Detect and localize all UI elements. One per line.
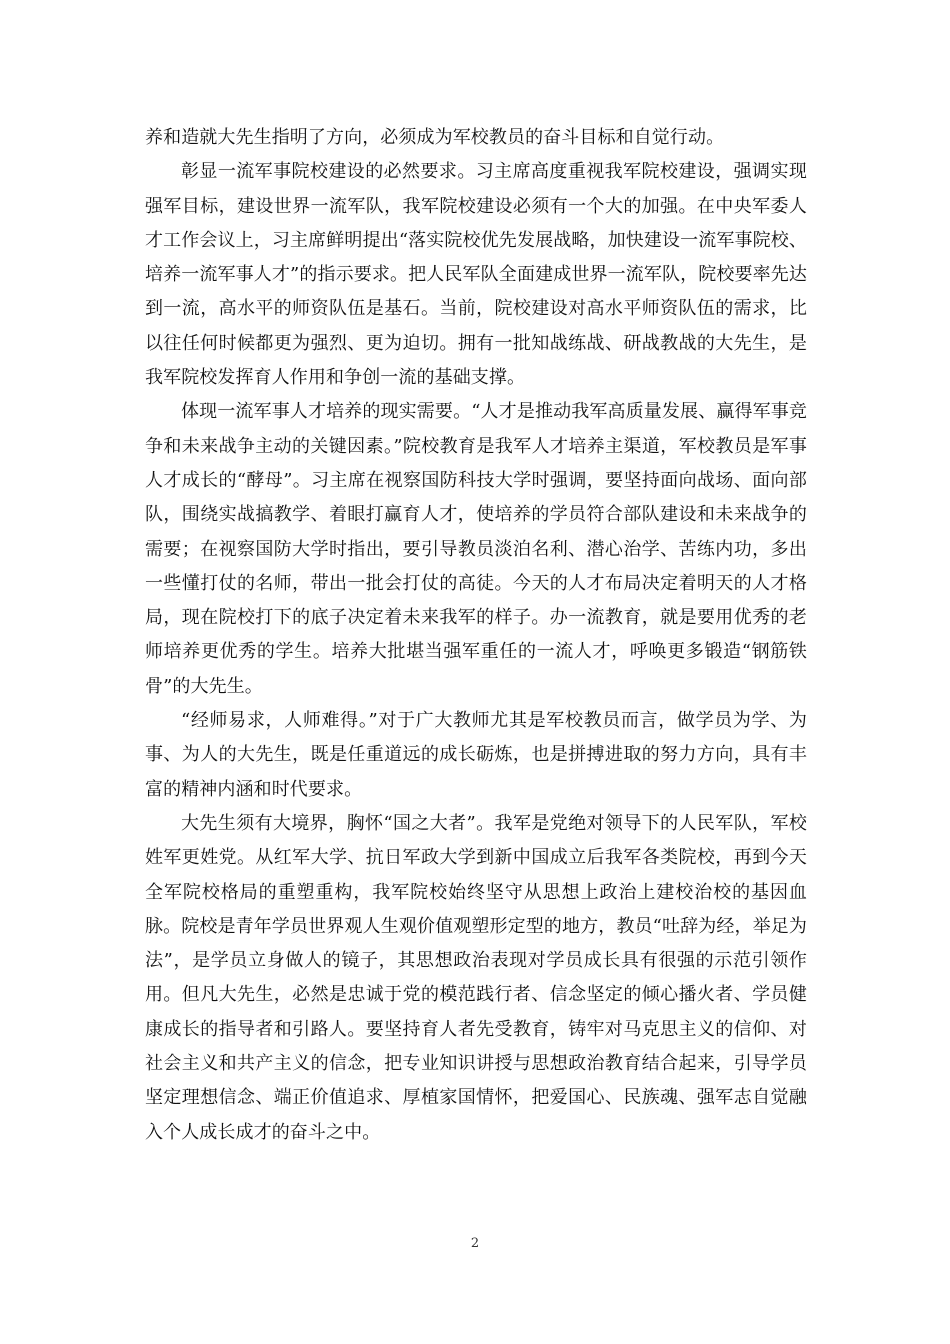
paragraph-continuation: 养和造就大先生指明了方向，必须成为军校教员的奋斗目标和自觉行动。 bbox=[145, 127, 725, 148]
paragraph-talent-cultivation: 体现一流军事人才培养的现实需要。“人才是推动我军高质量发展、赢得军事竞争和未来战争主动的关键因素。”院校教育是我军人才培养主渠道，军校教员是军事人才成长的“酵母”。习主席在视察国防科技大学时强调，要坚持面向战场、面向部队，围绕实战搞教学、着眼打赢育人才，使培养的学员符合部队建设和未来战争的需要；在视察国防大学时指出，要引导教员淡泊名利、潜心治学、苦练内功，多出一些懂打仗的名师，带出一批会打仗的高徒。今天的人才布局决定着明天的人才格局，现在院校打下的底子决定着未来我军的样子。办一流教育，就是要用优秀的老师培养更优秀的学生。培养大批堪当强军重任的一流人才，呼唤更多锻造“钢筋铁骨”的大先生。 bbox=[145, 401, 807, 697]
paragraph-teacher-quote: “经师易求，人师难得。”对于广大教师尤其是军校教员而言，做学员为学、为事、为人的大先生，既是任重道远的成长砺炼，也是拼搏进取的努力方向，具有丰富的精神内涵和时代要求。 bbox=[145, 710, 807, 800]
paragraph-military-academy-construction: 彰显一流军事院校建设的必然要求。习主席高度重视我军院校建设，强调实现强军目标，建设世界一流军队，我军院校建设必须有一个大的加强。在中央军委人才工作会议上，习主席鲜明提出“落实院校优先发展战略，加快建设一流军事院校、培养一流军事人才”的指示要求。把人民军队全面建成世界一流军队，院校要率先达到一流，高水平的师资队伍是基石。当前，院校建设对高水平师资队伍的需求，比以往任何时候都更为强烈、更为迫切。拥有一批知战练战、研战教战的大先生，是我军院校发挥育人作用和争创一流的基础支撑。 bbox=[145, 161, 807, 389]
page-number: 2 bbox=[470, 1236, 480, 1251]
paragraph-great-vision: 大先生须有大境界，胸怀“国之大者”。我军是党绝对领导下的人民军队，军校姓军更姓党。从红军大学、抗日军政大学到新中国成立后我军各类院校，再到今天全军院校格局的重塑重构，我军院校始终坚守从思想上政治上建校治校的基因血脉。院校是青年学员世界观人生观价值观塑形定型的地方，教员“吐辞为经，举足为法”，是学员立身做人的镜子，其思想政治表现对学员成长具有很强的示范引领作用。但凡大先生，必然是忠诚于党的模范践行者、信念坚定的倾心播火者、学员健康成长的指导者和引路人。要坚持育人者先受教育，铸牢对马克思主义的信仰、对社会主义和共产主义的信念，把专业知识讲授与思想政治教育结合起来，引导学员坚定理想信念、端正价值追求、厚植家国情怀，把爱国心、民族魂、强军志自觉融入个人成长成才的奋斗之中。 bbox=[145, 812, 807, 1143]
body-text bbox=[145, 121, 807, 1150]
